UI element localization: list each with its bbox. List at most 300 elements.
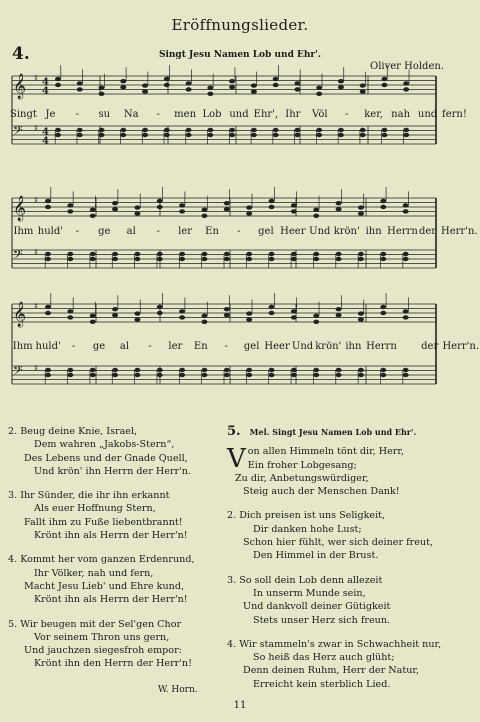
verse-line: Und jauchzen siegesfroh empor: xyxy=(24,645,182,657)
time-signature: 4 xyxy=(42,136,49,147)
note-head xyxy=(403,373,409,377)
verse-line: Fallt ihm zu Fuße liebentbrannt! xyxy=(24,516,183,528)
sharp-icon: ♯ xyxy=(34,196,39,206)
note-head xyxy=(90,257,96,261)
note-head xyxy=(291,368,297,372)
note-head xyxy=(380,373,386,377)
note-head xyxy=(120,79,126,83)
lyric-syllable: ker, xyxy=(364,109,384,120)
note-head xyxy=(45,311,51,315)
note-head xyxy=(179,309,185,313)
note-head xyxy=(45,205,51,209)
lyric-syllable: gel xyxy=(243,341,260,352)
note-head xyxy=(55,77,61,81)
note-head xyxy=(201,214,207,218)
note-head xyxy=(246,368,252,372)
note-head xyxy=(358,211,364,215)
note-head xyxy=(380,252,386,256)
hymn-5-verse-1 xyxy=(227,445,472,498)
note-head xyxy=(186,128,192,132)
lyric-syllable: - xyxy=(75,226,80,237)
note-head xyxy=(358,373,364,377)
lyric-syllable: En xyxy=(193,341,208,352)
note-head xyxy=(313,368,319,372)
lyric-syllable: fern! xyxy=(442,109,467,120)
note-head xyxy=(179,373,185,377)
note-head xyxy=(403,133,409,137)
note-head xyxy=(67,315,73,319)
note-head xyxy=(201,320,207,324)
verse-line: Macht Jesu Lieb' und Ehre kund, xyxy=(24,580,185,592)
lyric-syllable: Völ xyxy=(312,109,328,120)
lyric-syllable: Herr'n. xyxy=(442,341,480,352)
lyric-syllable: Ehr', xyxy=(253,109,279,120)
lyric-syllable: Herrn xyxy=(387,226,418,237)
note-head xyxy=(229,133,235,137)
note-head xyxy=(179,209,185,213)
note-head xyxy=(201,373,207,377)
note-head xyxy=(273,133,279,137)
verse-line: Erreicht kein sterblich Lied. xyxy=(253,678,391,690)
note-head xyxy=(380,311,386,315)
note-head xyxy=(269,373,275,377)
stanza xyxy=(8,618,233,671)
note-head xyxy=(380,199,386,203)
note-head xyxy=(269,257,275,261)
lyric-syllable: - xyxy=(224,341,228,352)
note-head xyxy=(313,257,319,261)
note-head xyxy=(313,252,319,256)
note-head xyxy=(224,307,230,311)
note-head xyxy=(179,257,185,261)
note-head xyxy=(164,128,170,132)
note-head xyxy=(45,305,51,309)
lyric-syllable: Singt xyxy=(10,109,37,120)
note-head xyxy=(358,252,364,256)
note-head xyxy=(134,257,140,261)
lyric-syllable: der xyxy=(421,341,439,352)
note-head xyxy=(313,320,319,324)
verse-line: Krönt ihn den Herrn der Herr'n! xyxy=(34,658,192,670)
verse-line: Stets unser Herz sich freun. xyxy=(253,614,391,626)
note-head xyxy=(157,368,163,372)
lyric-syllable: krön' xyxy=(315,341,342,352)
verse-line: 2. Dich preisen ist uns Seligkeit, xyxy=(227,510,386,522)
note-head xyxy=(294,81,300,85)
note-head xyxy=(336,257,342,261)
sharp-icon: ♯ xyxy=(34,124,39,134)
lyric-syllable: al xyxy=(119,341,130,352)
note-head xyxy=(336,373,342,377)
note-head xyxy=(224,257,230,261)
note-head xyxy=(294,128,300,132)
note-head xyxy=(246,252,252,256)
note-head xyxy=(99,92,105,96)
lyric-syllable: gel xyxy=(258,226,274,237)
note-head xyxy=(316,128,322,132)
sharp-icon: ♯ xyxy=(34,74,39,84)
note-head xyxy=(251,133,257,137)
time-signature: 4 xyxy=(42,77,49,88)
note-head xyxy=(273,128,279,132)
sharp-icon: ♯ xyxy=(34,364,39,374)
note-head xyxy=(207,86,213,90)
note-head xyxy=(316,86,322,90)
note-head xyxy=(380,305,386,309)
lyric-syllable: Ihm xyxy=(12,341,33,352)
note-head xyxy=(273,77,279,81)
note-head xyxy=(134,211,140,215)
note-head xyxy=(186,87,192,91)
note-head xyxy=(336,201,342,205)
note-head xyxy=(45,252,51,256)
verse-line: Und krön' ihn Herrn der Herr'n. xyxy=(34,465,191,477)
note-head xyxy=(291,373,297,377)
verse-line: Krönt ihn als Herrn der Herr'n! xyxy=(34,594,188,606)
note-head xyxy=(164,133,170,137)
note-head xyxy=(134,205,140,209)
note-head xyxy=(55,133,61,137)
note-head xyxy=(67,257,73,261)
lyric-syllable: Ihm xyxy=(13,226,34,237)
note-head xyxy=(134,317,140,321)
note-head xyxy=(142,83,148,87)
lyric-line-1 xyxy=(10,109,470,120)
note-head xyxy=(179,252,185,256)
verse-line: Vor seinem Thron uns gern, xyxy=(34,631,170,643)
note-head xyxy=(112,368,118,372)
verse-line: Ihr Völker, nah und fern, xyxy=(34,567,154,579)
note-head xyxy=(45,199,51,203)
lyric-line-2 xyxy=(10,226,478,237)
note-head xyxy=(157,257,163,261)
lyric-syllable: nah xyxy=(391,109,411,120)
verse-line: 5. Wir beugen mit der Sel'gen Chor xyxy=(8,618,182,630)
note-head xyxy=(336,313,342,317)
verse-line: Denn deinen Ruhm, Herr der Natur, xyxy=(243,665,419,677)
note-head xyxy=(142,128,148,132)
note-head xyxy=(269,252,275,256)
note-head xyxy=(224,368,230,372)
note-head xyxy=(380,257,386,261)
lyric-syllable: Na xyxy=(123,109,139,120)
note-head xyxy=(179,203,185,207)
lyric-syllable: ihn xyxy=(365,226,382,237)
note-head xyxy=(157,252,163,256)
note-head xyxy=(179,368,185,372)
note-head xyxy=(403,368,409,372)
lyric-syllable: krön' xyxy=(333,226,360,237)
note-head xyxy=(134,373,140,377)
lyric-syllable: der xyxy=(418,226,437,237)
note-head xyxy=(77,87,83,91)
note-head xyxy=(381,77,387,81)
lyric-syllable: - xyxy=(345,109,349,120)
note-head xyxy=(67,309,73,313)
note-head xyxy=(403,203,409,207)
note-head xyxy=(313,373,319,377)
note-head xyxy=(157,205,163,209)
note-head xyxy=(229,79,235,83)
note-head xyxy=(246,211,252,215)
note-head xyxy=(157,373,163,377)
note-head xyxy=(269,311,275,315)
lyric-syllable: Und xyxy=(309,226,331,237)
sharp-icon: ♯ xyxy=(34,248,39,258)
note-head xyxy=(99,86,105,90)
verse-line: Den Himmel in der Brust. xyxy=(253,550,379,562)
note-head xyxy=(358,257,364,261)
note-head xyxy=(336,207,342,211)
note-head xyxy=(316,133,322,137)
stanza xyxy=(8,489,233,542)
note-head xyxy=(291,315,297,319)
note-head xyxy=(336,252,342,256)
note-head xyxy=(120,85,126,89)
note-head xyxy=(313,314,319,318)
note-head xyxy=(336,368,342,372)
note-head xyxy=(251,89,257,93)
note-head xyxy=(403,87,409,91)
note-head xyxy=(273,83,279,87)
bass-clef-icon: 𝄢 xyxy=(13,247,23,265)
page-title: Eröffnungslieder. xyxy=(171,16,309,34)
time-signature: 4 xyxy=(42,86,49,97)
note-head xyxy=(90,252,96,256)
note-head xyxy=(186,133,192,137)
note-head xyxy=(99,133,105,137)
note-head xyxy=(338,128,344,132)
lyric-syllable: ge xyxy=(92,341,106,352)
verse-line: Ein froher Lobgesang; xyxy=(247,459,357,471)
author: W. Horn. xyxy=(158,685,198,695)
note-head xyxy=(229,85,235,89)
note-head xyxy=(164,77,170,81)
note-head xyxy=(55,83,61,87)
lyric-line-3 xyxy=(10,341,480,352)
note-head xyxy=(358,311,364,315)
note-head xyxy=(67,209,73,213)
note-head xyxy=(112,252,118,256)
time-signature: 4 xyxy=(42,127,49,138)
stanza xyxy=(8,553,233,606)
note-head xyxy=(120,133,126,137)
verse-line: 3. So soll dein Lob denn allezeit xyxy=(227,574,383,586)
note-head xyxy=(90,314,96,318)
note-head xyxy=(201,257,207,261)
verse-line: Zu dir, Anbetungswürdiger, xyxy=(235,472,369,484)
note-head xyxy=(67,373,73,377)
lyric-syllable: huld' xyxy=(37,226,64,237)
note-head xyxy=(358,368,364,372)
note-head xyxy=(112,307,118,311)
note-head xyxy=(77,81,83,85)
verse-line: Steig auch der Menschen Dank! xyxy=(243,486,400,498)
note-head xyxy=(360,89,366,93)
note-head xyxy=(201,252,207,256)
note-head xyxy=(291,257,297,261)
note-head xyxy=(207,92,213,96)
lyric-syllable: huld' xyxy=(35,341,61,352)
lyric-syllable: ge xyxy=(98,226,111,237)
note-head xyxy=(67,252,73,256)
note-head xyxy=(338,133,344,137)
verse-line: on allen Himmeln tönt dir, Herr, xyxy=(247,446,404,458)
note-head xyxy=(112,313,118,317)
treble-clef-icon: 𝄞 xyxy=(13,302,27,327)
verse-line: 3. Ihr Sünder, die ihr ihn erkannt xyxy=(8,490,170,502)
note-head xyxy=(224,252,230,256)
sharp-icon: ♯ xyxy=(34,302,39,312)
note-head xyxy=(201,368,207,372)
note-head xyxy=(112,373,118,377)
note-head xyxy=(224,373,230,377)
lyric-syllable: ler xyxy=(168,341,183,352)
note-head xyxy=(403,128,409,132)
lyric-syllable: Lob xyxy=(202,109,222,120)
lyric-syllable: ler xyxy=(178,226,193,237)
note-head xyxy=(112,257,118,261)
note-head xyxy=(90,373,96,377)
note-head xyxy=(291,203,297,207)
note-head xyxy=(360,128,366,132)
hymn-5-melody-reference: Mel. Singt Jesu Namen Lob und Ehr'. xyxy=(249,427,417,437)
verses-right-column xyxy=(227,509,472,691)
note-head xyxy=(269,368,275,372)
note-head xyxy=(134,311,140,315)
note-head xyxy=(55,128,61,132)
note-head xyxy=(120,128,126,132)
lyric-syllable: Herrn xyxy=(366,341,397,352)
note-head xyxy=(224,207,230,211)
lyric-syllable: Heer xyxy=(264,341,290,352)
hymn-5-number: 5. xyxy=(227,424,241,439)
note-head xyxy=(338,79,344,83)
note-head xyxy=(112,207,118,211)
note-head xyxy=(45,257,51,261)
treble-clef-icon: 𝄞 xyxy=(13,196,27,221)
note-head xyxy=(67,203,73,207)
page-number: 11 xyxy=(233,700,247,711)
verse-line: In unserm Munde sein, xyxy=(253,587,366,599)
note-head xyxy=(157,199,163,203)
composer: Oliver Holden. xyxy=(370,61,444,72)
lyric-syllable: Je xyxy=(45,109,56,120)
note-head xyxy=(90,320,96,324)
verse-line: 4. Wir stammeln's zwar in Schwachheit nur, xyxy=(227,638,442,650)
note-head xyxy=(45,368,51,372)
verse-line: Schon hier fühlt, wer sich deiner freut, xyxy=(243,537,434,549)
note-head xyxy=(112,201,118,205)
note-head xyxy=(246,257,252,261)
note-head xyxy=(134,368,140,372)
verse-line: 2. Beug deine Knie, Israel, xyxy=(8,426,138,437)
note-head xyxy=(45,373,51,377)
lyric-syllable: - xyxy=(156,226,160,237)
note-head xyxy=(157,305,163,309)
verses-left-column xyxy=(8,425,233,682)
note-head xyxy=(294,133,300,137)
stanza xyxy=(227,574,472,627)
note-head xyxy=(380,368,386,372)
note-head xyxy=(186,81,192,85)
note-head xyxy=(381,128,387,132)
verse-line: Krönt ihn als Herrn der Herr'n! xyxy=(34,530,188,542)
lyric-syllable: su xyxy=(98,109,111,120)
note-head xyxy=(224,313,230,317)
note-head xyxy=(269,205,275,209)
lyric-syllable: - xyxy=(148,341,152,352)
note-head xyxy=(380,205,386,209)
treble-clef-icon: 𝄞 xyxy=(13,74,27,99)
note-head xyxy=(403,309,409,313)
note-head xyxy=(67,368,73,372)
lyric-syllable: men xyxy=(174,109,197,120)
note-head xyxy=(90,368,96,372)
note-head xyxy=(246,317,252,321)
note-head xyxy=(201,208,207,212)
bass-clef-icon: 𝄢 xyxy=(13,123,23,141)
note-head xyxy=(360,83,366,87)
note-head xyxy=(77,133,83,137)
stanza xyxy=(227,638,472,691)
verse-line: So heiß das Herz auch glüht; xyxy=(253,652,395,664)
note-head xyxy=(358,205,364,209)
verse-line: Dir danken hohe Lust; xyxy=(253,523,362,535)
note-head xyxy=(246,311,252,315)
note-head xyxy=(336,307,342,311)
note-head xyxy=(403,209,409,213)
lyric-syllable: En xyxy=(205,226,219,237)
note-head xyxy=(338,85,344,89)
note-head xyxy=(201,314,207,318)
lyric-syllable: Heer xyxy=(280,226,306,237)
note-head xyxy=(142,133,148,137)
note-head xyxy=(294,87,300,91)
note-head xyxy=(251,128,257,132)
note-head xyxy=(229,128,235,132)
note-head xyxy=(381,83,387,87)
lyric-syllable: - xyxy=(237,226,241,237)
note-head xyxy=(246,373,252,377)
lyric-syllable: Herr'n. xyxy=(441,226,478,237)
note-head xyxy=(179,315,185,319)
hymn-number: 4. xyxy=(12,44,30,64)
note-head xyxy=(251,83,257,87)
note-head xyxy=(90,214,96,218)
bass-clef-icon: 𝄢 xyxy=(13,363,23,381)
stanza xyxy=(8,425,233,478)
note-head xyxy=(207,133,213,137)
verse-line: Dem wahren „Jakobs-Stern“, xyxy=(34,439,175,451)
note-head xyxy=(403,257,409,261)
verse-line: Als euer Hoffnung Stern, xyxy=(34,503,156,515)
note-head xyxy=(316,92,322,96)
note-head xyxy=(207,128,213,132)
note-head xyxy=(403,81,409,85)
note-head xyxy=(269,305,275,309)
hymn-subtitle: Singt Jesu Namen Lob und Ehr'. xyxy=(158,50,322,60)
stanza xyxy=(227,509,472,562)
note-head xyxy=(164,83,170,87)
lyric-syllable: und xyxy=(229,109,249,120)
note-head xyxy=(224,201,230,205)
hymn-5-column xyxy=(227,425,472,702)
lyric-syllable: - xyxy=(71,341,76,352)
note-head xyxy=(291,209,297,213)
lyric-syllable: - xyxy=(156,109,160,120)
note-head xyxy=(77,128,83,132)
